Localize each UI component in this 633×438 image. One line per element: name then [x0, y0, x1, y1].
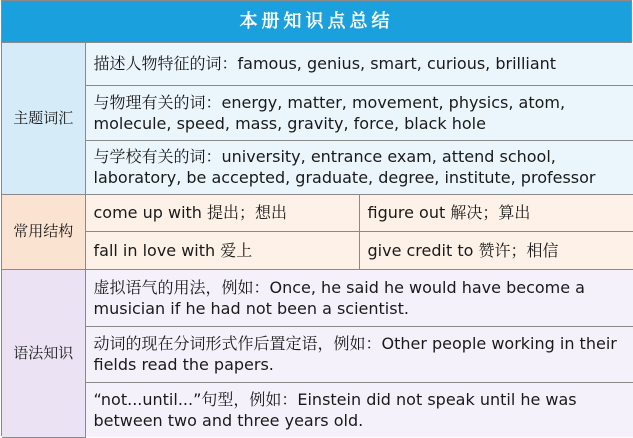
grammar-item-not-until: “not...until...”句型，例如：Einstein did not speak until he was between two and three years old.: [85, 382, 633, 437]
structure-item-come-up-with: come up with 提出；想出: [85, 194, 359, 231]
grammar-item-present-participle: 动词的现在分词形式作后置定语，例如：Other people working in their fields read the papers.: [85, 326, 633, 382]
theme-item-character-words: 描述人物特征的词：famous, genius, smart, curious, brilliant: [85, 43, 633, 85]
theme-item-physics-words: 与物理有关的词：energy, matter, movement, physics, atom, molecule, speed, mass, gravity, force, black hole: [85, 85, 633, 140]
structures-label: 常用结构: [2, 194, 85, 269]
grammar-row-2: [2, 326, 633, 382]
table-title: 本册知识点总结: [2, 1, 631, 43]
structure-row-1: [2, 194, 633, 231]
grammar-row-3: [2, 382, 633, 437]
structure-item-fall-in-love-with: fall in love with 爱上: [85, 231, 359, 269]
structure-item-figure-out: figure out 解决；算出: [359, 194, 633, 231]
theme-item-school-words: 与学校有关的词：university, entrance exam, attend school, laboratory, be accepted, graduate, degree, institute, professor: [85, 140, 633, 194]
structure-row-2: [2, 231, 633, 269]
grammar-row-1: [2, 269, 633, 326]
theme-row-1: [2, 43, 633, 85]
theme-row-3: [2, 140, 633, 194]
grammar-label: 语法知识: [2, 269, 85, 437]
knowledge-summary-table: [1, 0, 632, 436]
summary-grid: [2, 43, 633, 438]
grammar-item-subjunctive: 虚拟语气的用法，例如：Once, he said he would have become a musician if he had not been a scientist.: [85, 269, 633, 326]
theme-row-2: [2, 85, 633, 140]
structure-item-give-credit-to: give credit to 赞许；相信: [359, 231, 633, 269]
theme-label: 主题词汇: [2, 43, 85, 194]
